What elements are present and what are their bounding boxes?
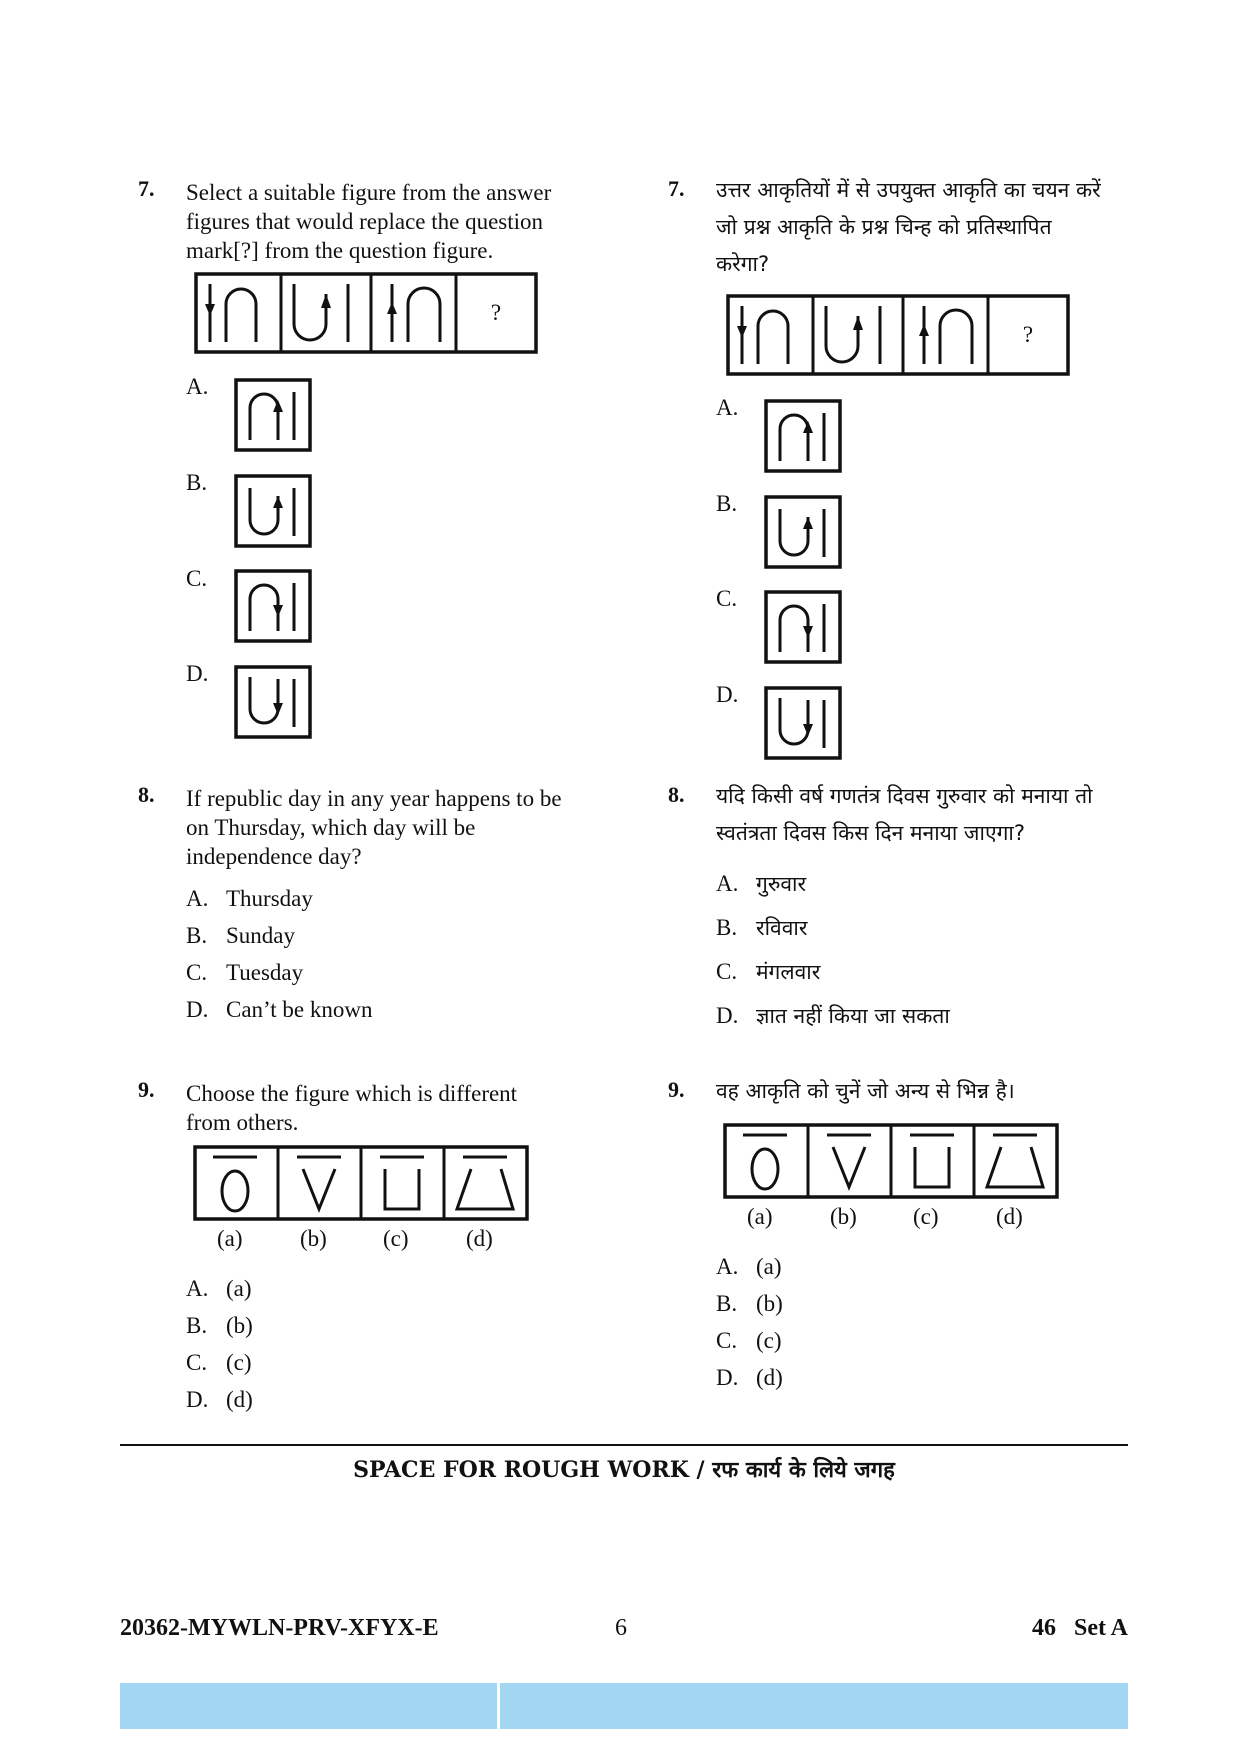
q7-option-c-figure[interactable] xyxy=(234,569,312,643)
question-9-hindi-line-1: वह आकृति को चुनें जो अन्य से भिन्न है। xyxy=(716,1079,1015,1103)
q9-hindi-option-b[interactable]: B. (b) xyxy=(716,1291,783,1316)
question-7-line-2: figures that would replace the question xyxy=(186,209,544,234)
question-mark: ? xyxy=(1022,322,1034,347)
question-7-hindi-figure-strip xyxy=(726,294,1070,376)
figure-label-d: (d) xyxy=(996,1204,1023,1229)
question-7-hindi-line-2: जो प्रश्न आकृति के प्रश्न चिन्ह को प्रतिस्थापित xyxy=(716,215,1052,239)
question-8-hindi-line-2: स्वतंत्रता दिवस किस दिन मनाया जाएगा? xyxy=(716,821,1025,845)
u-up-arrow-figure xyxy=(294,284,348,342)
oval-figure xyxy=(213,1157,257,1211)
q7-hindi-option-c-label: C. xyxy=(716,586,738,611)
figure-label-d: (d) xyxy=(466,1226,493,1251)
up-arrow-arch-figure xyxy=(387,284,440,342)
q8-hindi-option-b[interactable]: B. रविवार xyxy=(716,915,808,940)
question-9-text xyxy=(186,1079,517,1137)
set-label: 46 Set A xyxy=(1032,1615,1128,1641)
q7-hindi-option-b-label: B. xyxy=(716,491,738,516)
rough-work-label: SPACE FOR ROUGH WORK / रफ कार्य के लिये जगह xyxy=(353,1457,895,1483)
question-8-line-2: on Thursday, which day will be xyxy=(186,815,476,840)
rough-work-divider xyxy=(120,1444,1128,1446)
question-7-number: 7. xyxy=(138,176,155,201)
question-8-hindi-number: 8. xyxy=(668,782,685,807)
figure-strip-border xyxy=(196,274,536,352)
q8-hindi-option-c[interactable]: C. मंगलवार xyxy=(716,959,821,984)
question-8-hindi-line-1: यदि किसी वर्ष गणतंत्र दिवस गुरुवार को मनाया तो xyxy=(716,784,1093,808)
q7-hindi-option-b-figure[interactable] xyxy=(764,495,842,569)
q7-hindi-option-a-label: A. xyxy=(716,395,739,420)
q7-hindi-option-c-figure[interactable] xyxy=(764,590,842,664)
q7-option-b-figure[interactable] xyxy=(234,474,312,548)
question-8-line-3: independence day? xyxy=(186,844,362,869)
question-7-hindi-line-3: करेगा? xyxy=(716,252,770,276)
figure-label-c: (c) xyxy=(913,1204,939,1229)
q7-hindi-option-d-label: D. xyxy=(716,682,739,707)
q9-option-b[interactable]: B. (b) xyxy=(186,1313,253,1338)
question-7-figure-strip xyxy=(194,272,538,354)
question-7-line-1: Select a suitable figure from the answer xyxy=(186,180,552,205)
q8-option-c[interactable]: C. Tuesday xyxy=(186,960,304,985)
q8-hindi-option-a[interactable]: A. गुरुवार xyxy=(716,871,807,896)
q9-hindi-option-a[interactable]: A. (a) xyxy=(716,1254,782,1279)
question-9-number: 9. xyxy=(138,1077,155,1102)
figure-label-c: (c) xyxy=(383,1226,409,1251)
q7-option-b-label: B. xyxy=(186,470,208,495)
q9-option-d[interactable]: D. (d) xyxy=(186,1387,253,1412)
q8-hindi-option-d[interactable]: D. ज्ञात नहीं किया जा सकता xyxy=(716,1003,950,1028)
question-8-hindi-options xyxy=(716,862,950,1038)
q9-option-c[interactable]: C. (c) xyxy=(186,1350,252,1375)
q7-hindi-option-a-figure[interactable] xyxy=(764,399,842,473)
v-figure xyxy=(297,1157,341,1209)
question-9-figure-strip xyxy=(193,1145,529,1221)
question-8-options xyxy=(186,880,373,1028)
page-number: 6 xyxy=(615,1615,627,1641)
oval-figure xyxy=(743,1135,787,1189)
question-9-hindi-number: 9. xyxy=(668,1077,685,1102)
bottom-strip-left xyxy=(120,1683,497,1729)
down-arrow-arch-figure xyxy=(737,306,788,364)
q7-option-c-label: C. xyxy=(186,566,208,591)
figure-label-b: (b) xyxy=(300,1226,327,1251)
figure-label-b: (b) xyxy=(830,1204,857,1229)
question-9-line-2: from others. xyxy=(186,1110,299,1135)
q9-hindi-option-c[interactable]: C. (c) xyxy=(716,1328,782,1353)
figure-label-a: (a) xyxy=(747,1204,773,1229)
question-8-hindi-text xyxy=(716,778,1093,852)
up-arrow-arch-figure xyxy=(919,306,972,364)
q8-option-d[interactable]: D. Can’t be known xyxy=(186,997,373,1022)
q7-option-a-figure[interactable] xyxy=(234,378,312,452)
q7-option-d-label: D. xyxy=(186,661,209,686)
question-7-hindi-text xyxy=(716,172,1101,283)
trapezium-figure xyxy=(987,1135,1043,1187)
trapezium-figure xyxy=(457,1157,513,1209)
question-7-hindi-line-1: उत्तर आकृतियों में से उपयुक्त आकृति का चयन करें xyxy=(716,178,1101,202)
u-up-arrow-figure xyxy=(826,306,880,364)
question-9-options xyxy=(186,1270,253,1418)
q7-option-a-label: A. xyxy=(186,374,209,399)
open-rectangle-figure xyxy=(380,1157,424,1209)
question-7-line-3: mark[?] from the question figure. xyxy=(186,238,494,263)
down-arrow-arch-figure xyxy=(205,284,256,342)
q9-option-a[interactable]: A. (a) xyxy=(186,1276,252,1301)
question-9-hindi-options xyxy=(716,1248,783,1396)
question-7-text xyxy=(186,178,551,265)
question-9-line-1: Choose the figure which is different xyxy=(186,1081,518,1106)
q7-hindi-option-d-figure[interactable] xyxy=(764,686,842,760)
q8-option-a[interactable]: A. Thursday xyxy=(186,886,313,911)
question-9-hindi-text xyxy=(716,1073,1015,1110)
question-9-hindi-figure-strip xyxy=(723,1123,1059,1199)
bottom-strip-right xyxy=(500,1683,1128,1729)
paper-code: 20362-MYWLN-PRV-XFYX-E xyxy=(120,1615,439,1641)
figure-label-a: (a) xyxy=(217,1226,243,1251)
question-mark: ? xyxy=(490,300,502,325)
question-8-text xyxy=(186,784,562,871)
q8-option-b[interactable]: B. Sunday xyxy=(186,923,295,948)
open-rectangle-figure xyxy=(910,1135,954,1187)
q7-option-d-figure[interactable] xyxy=(234,665,312,739)
v-figure xyxy=(827,1135,871,1187)
question-8-number: 8. xyxy=(138,782,155,807)
question-7-hindi-number: 7. xyxy=(668,176,685,201)
question-8-line-1: If republic day in any year happens to be xyxy=(186,786,562,811)
q9-hindi-option-d[interactable]: D. (d) xyxy=(716,1365,783,1390)
